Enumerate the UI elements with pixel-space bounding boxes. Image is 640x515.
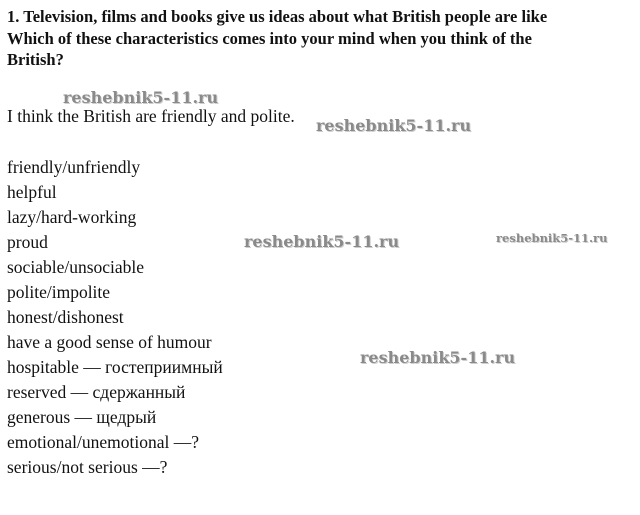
watermark: reshebnik5-11.ru (63, 88, 219, 107)
list-item: have a good sense of humour (7, 332, 212, 352)
list-item: generous — щедрый (7, 407, 157, 427)
watermark: reshebnik5-11.ru (496, 231, 608, 245)
list-item: lazy/hard-working (7, 207, 137, 227)
task-line: 1. Television, films and books give us ideas about what British people are like (7, 7, 548, 26)
answer-sentence: I think the British are friendly and polite. (7, 106, 295, 126)
watermark: reshebnik5-11.ru (244, 232, 400, 251)
watermark: reshebnik5-11.ru (316, 116, 472, 135)
task-heading (7, 6, 637, 71)
list-item: serious/not serious —? (7, 457, 168, 477)
list-item: honest/dishonest (7, 307, 124, 327)
watermark: reshebnik5-11.ru (360, 348, 516, 367)
list-item: emotional/unemotional —? (7, 432, 199, 452)
task-line: British? (7, 50, 64, 69)
list-item: hospitable — гостеприимный (7, 357, 223, 377)
list-item: helpful (7, 182, 57, 202)
task-line: Which of these characteristics comes into your mind when you think of the (7, 28, 532, 48)
list-item: reserved — сдержанный (7, 382, 186, 402)
list-item: friendly/unfriendly (7, 157, 141, 177)
list-item: proud (7, 232, 48, 252)
list-item: sociable/unsociable (7, 257, 145, 277)
characteristics-list (7, 155, 223, 480)
list-item: polite/impolite (7, 282, 111, 302)
